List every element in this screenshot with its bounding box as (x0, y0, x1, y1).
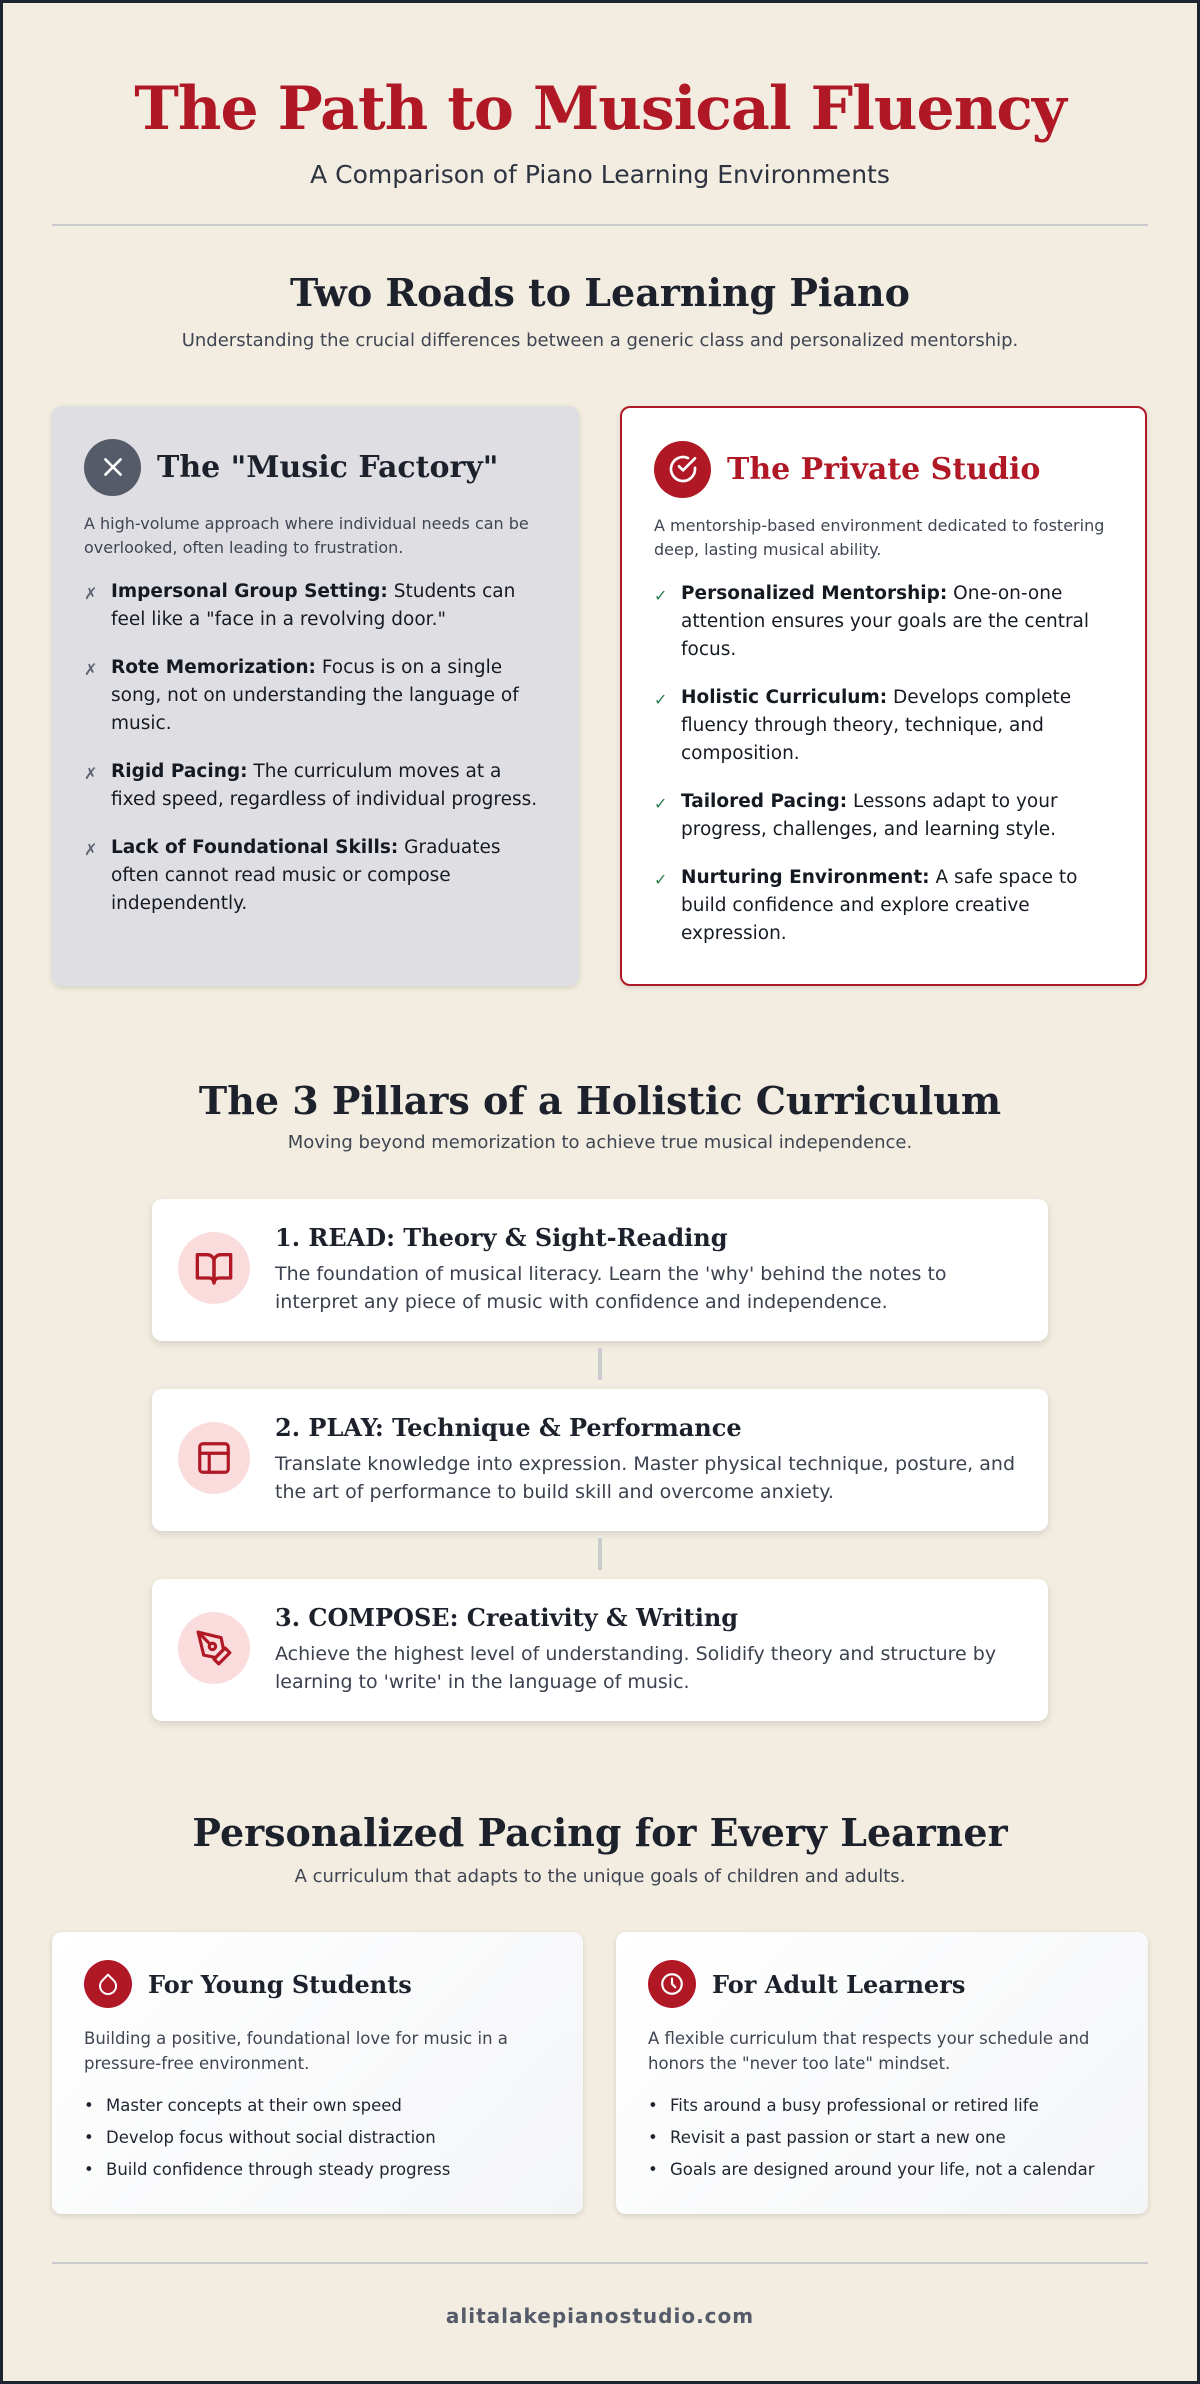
card-title: The Private Studio (727, 451, 1041, 487)
card-title: For Young Students (148, 1969, 412, 1999)
cross-mark-icon: ✗ (84, 584, 98, 603)
pillar-description: The foundation of musical literacy. Learn the 'why' behind the notes to interpret any piece of music with confidence and independence. (275, 1263, 947, 1313)
pillars-subtitle: Moving beyond memorization to achieve true musical independence. (287, 1132, 913, 1153)
point-label: Impersonal Group Setting: (111, 581, 388, 602)
card-description: Building a positive, foundational love for music in a pressure-free environment. (84, 2029, 508, 2073)
point-text: A safe space to build confidence and explore creative expression. (681, 867, 1078, 944)
card-description: A flexible curriculum that respects your schedule and honors the "never too late" mindset. (648, 2029, 1090, 2073)
check-mark-icon: ✓ (654, 870, 668, 889)
point-text: One-on-one attention ensures your goals are the central focus. (681, 583, 1090, 660)
point-text: Graduates often cannot read music or compose independently. (111, 837, 501, 914)
cross-mark-icon: ✗ (84, 764, 98, 783)
point-text: Focus is on a single song, not on understanding the language of music. (111, 657, 519, 734)
point-label: Lack of Foundational Skills: (111, 837, 399, 858)
page-subtitle: A Comparison of Piano Learning Environments (310, 160, 890, 189)
pillar-card-compose (152, 1579, 1048, 1721)
pacing-title: Personalized Pacing for Every Learner (192, 1810, 1008, 1855)
check-mark-icon: ✓ (654, 794, 668, 813)
close-icon (84, 439, 141, 496)
adult-learners-card (616, 1932, 1148, 2214)
pillar-card-play (152, 1389, 1048, 1531)
divider (52, 224, 1148, 226)
point-text: Lessons adapt to your progress, challenges, and learning style. (681, 791, 1058, 840)
list-item (654, 788, 1113, 844)
point-label: Nurturing Environment: (681, 867, 930, 888)
list-item (84, 758, 547, 814)
cross-mark-icon: ✗ (84, 840, 98, 859)
point-label: Tailored Pacing: (681, 791, 848, 812)
list-item: • Build confidence through steady progress (84, 2154, 551, 2186)
list-item (84, 578, 547, 634)
point-label: Personalized Mentorship: (681, 583, 948, 604)
comparison-title: Two Roads to Learning Piano (290, 270, 910, 315)
list-item: • Revisit a past passion or start a new one (648, 2122, 1116, 2154)
list-item (654, 580, 1113, 664)
private-studio-card (620, 406, 1147, 986)
music-factory-card (52, 406, 579, 986)
point-text: Develops complete fluency through theory, technique, and composition. (681, 687, 1072, 764)
list-item: • Fits around a busy professional or retired life (648, 2090, 1116, 2122)
list-item (84, 834, 547, 918)
layout-icon (178, 1422, 250, 1494)
footer-website[interactable]: alitalakepianostudio.com (445, 2304, 755, 2328)
pillar-title: 3. COMPOSE: Creativity & Writing (275, 1603, 739, 1632)
pacing-subtitle: A curriculum that adapts to the unique goals of children and adults. (294, 1866, 906, 1887)
check-circle-icon (654, 441, 711, 498)
pillar-connector (598, 1348, 602, 1380)
clock-icon (648, 1960, 696, 2008)
pillar-card-read (152, 1199, 1048, 1341)
card-title: The "Music Factory" (157, 449, 499, 485)
young-students-card (52, 1932, 583, 2214)
check-mark-icon: ✓ (654, 690, 668, 709)
point-label: Rote Memorization: (111, 657, 316, 678)
pillars-title: The 3 Pillars of a Holistic Curriculum (198, 1078, 1002, 1123)
list-item (654, 684, 1113, 768)
list-item (84, 654, 547, 738)
cross-mark-icon: ✗ (84, 660, 98, 679)
pillar-title: 2. PLAY: Technique & Performance (275, 1413, 742, 1442)
list-item: • Goals are designed around your life, not a calendar (648, 2154, 1116, 2186)
point-text: Students can feel like a "face in a revolving door." (111, 581, 516, 630)
pillar-description: Achieve the highest level of understanding. Solidify theory and structure by learning to 'write' in the language of music. (275, 1643, 997, 1693)
point-label: Rigid Pacing: (111, 761, 248, 782)
check-mark-icon: ✓ (654, 586, 668, 605)
point-text: The curriculum moves at a fixed speed, regardless of individual progress. (111, 761, 538, 810)
droplet-icon (84, 1960, 132, 2008)
book-icon (178, 1232, 250, 1304)
card-description: A high-volume approach where individual needs can be overlooked, often leading to frustration. (84, 514, 529, 557)
pillar-description: Translate knowledge into expression. Master physical technique, posture, and the art of performance to build skill and overcome anxiety. (275, 1453, 1015, 1503)
pen-tool-icon (178, 1612, 250, 1684)
page-title: The Path to Musical Fluency (134, 74, 1066, 144)
comparison-subtitle: Understanding the crucial differences between a generic class and personalized mentorship. (181, 330, 1019, 351)
list-item: • Master concepts at their own speed (84, 2090, 551, 2122)
divider (52, 2262, 1148, 2264)
pillar-title: 1. READ: Theory & Sight-Reading (275, 1223, 728, 1252)
point-label: Holistic Curriculum: (681, 687, 888, 708)
pillar-connector (598, 1538, 602, 1570)
list-item (654, 864, 1113, 948)
card-description: A mentorship-based environment dedicated to fostering deep, lasting musical ability. (654, 516, 1105, 559)
list-item: • Develop focus without social distraction (84, 2122, 551, 2154)
card-title: For Adult Learners (712, 1969, 966, 1999)
